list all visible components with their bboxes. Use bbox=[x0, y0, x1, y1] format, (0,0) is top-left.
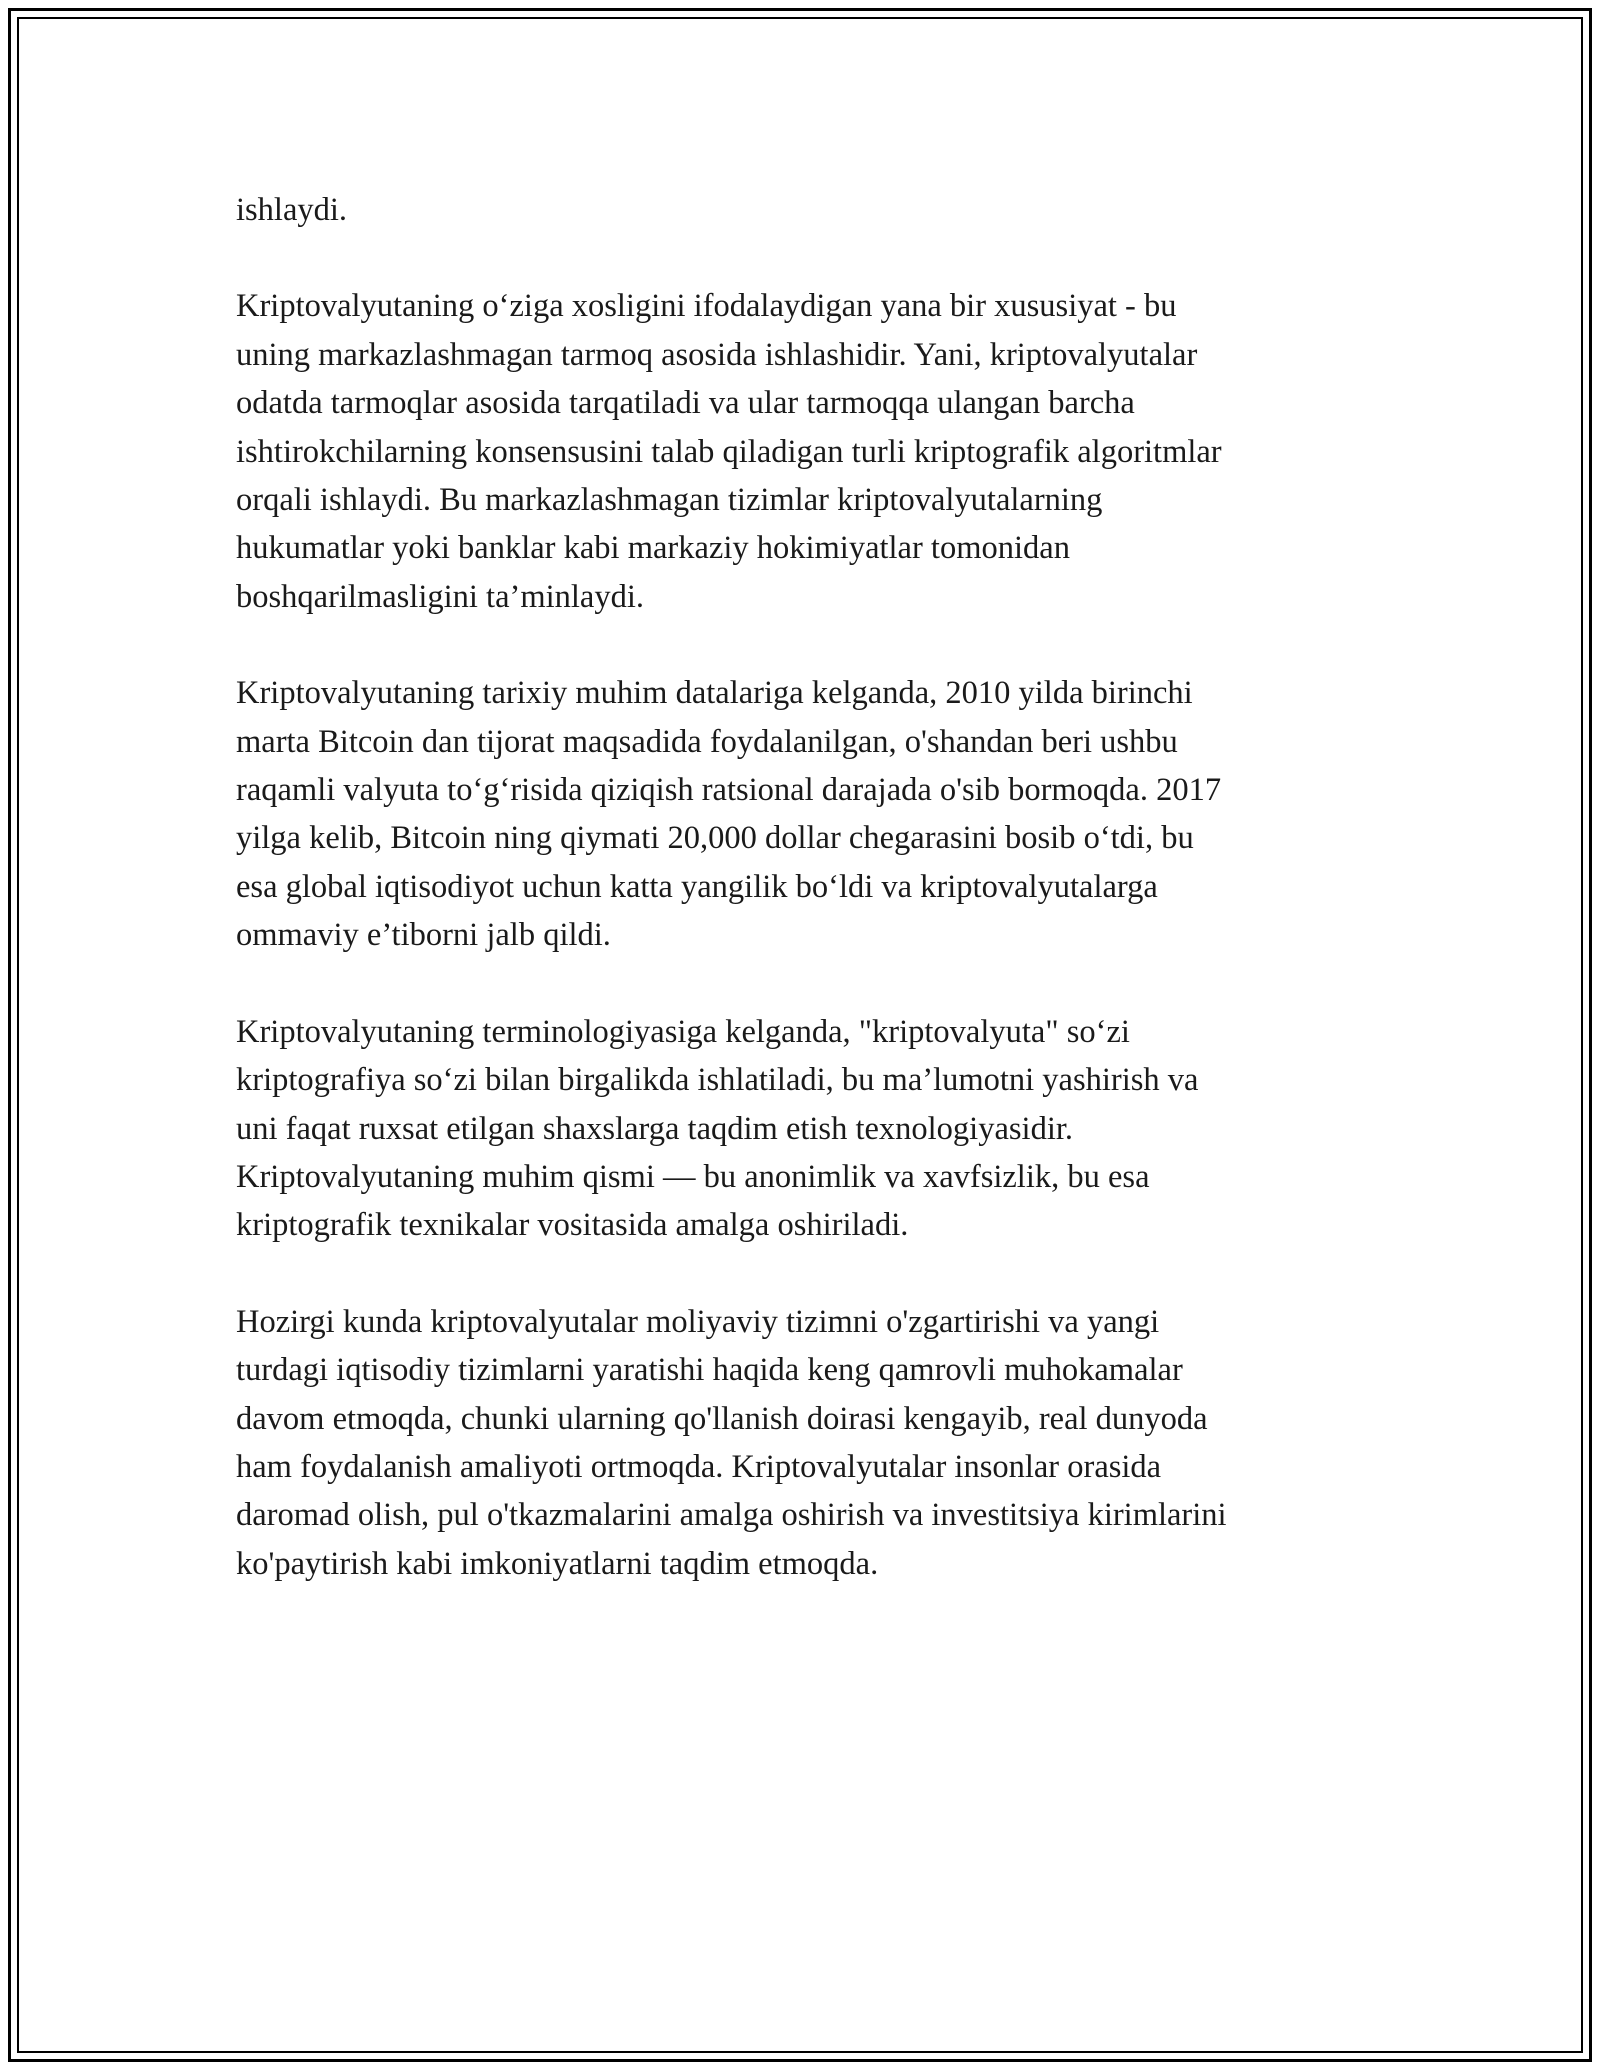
document-body bbox=[236, 186, 1360, 1636]
paragraph-decentralization: Kriptovalyutaning o‘ziga xosligini ifodalaydigan yana bir xususiyat - bu uning markazlashmagan tarmoq asosida ishlashidir. Yani, kriptovalyutalar odatda tarmoqlar asosida tarqatiladi va ular tarmoqqa ulangan barcha ishtirokchilarning konsensusini talab qiladigan turli kriptografik algoritmlar orqali ishlaydi. Bu markazlashmagan tizimlar kriptovalyutalarning hukumatlar yoki banklar kabi markaziy hokimiyatlar tomonidan boshqarilmasligini ta’minlaydi. bbox=[236, 288, 1222, 615]
paragraph-continuation: ishlaydi. bbox=[236, 192, 348, 228]
paragraph-terminology: Kriptovalyutaning terminologiyasiga kelganda, "kriptovalyuta" so‘zi kriptografiya so‘zi bilan birgalikda ishlatiladi, bu ma’lumotni yashirish va uni faqat ruxsat etilgan shaxslarga taqdim etish texnologiyasidir. Kriptovalyutaning muhim qismi — bu anonimlik va xavfsizlik, bu esa kriptografik texnikalar vositasida amalga oshiriladi. bbox=[236, 1013, 1199, 1244]
paragraph-present-day: Hozirgi kunda kriptovalyutalar moliyaviy tizimni o'zgartirishi va yangi turdagi iqtisodiy tizimlarni yaratishi haqida keng qamrovli muhokamalar davom etmoqda, chunki ularning qo'llanish doirasi kengayib, real dunyoda ham foydalanish amaliyoti ortmoqda. Kriptovalyutalar insonlar orasida daromad olish, pul o'tkazmalarini amalga oshirish va investitsiya kirimlarini ko'paytirish kabi imkoniyatlarni taqdim etmoqda. bbox=[236, 1303, 1227, 1582]
paragraph-history: Kriptovalyutaning tarixiy muhim datalariga kelganda, 2010 yilda birinchi marta Bitcoin dan tijorat maqsadida foydalanilgan, o'shandan beri ushbu raqamli valyuta to‘g‘risida qiziqish ratsional darajada o'sib bormoqda. 2017 yilga kelib, Bitcoin ning qiymati 20,000 dollar chegarasini bosib o‘tdi, bu esa global iqtisodiyot uchun katta yangilik bo‘ldi va kriptovalyutalarga ommaviy e’tiborni jalb qildi. bbox=[236, 675, 1222, 954]
